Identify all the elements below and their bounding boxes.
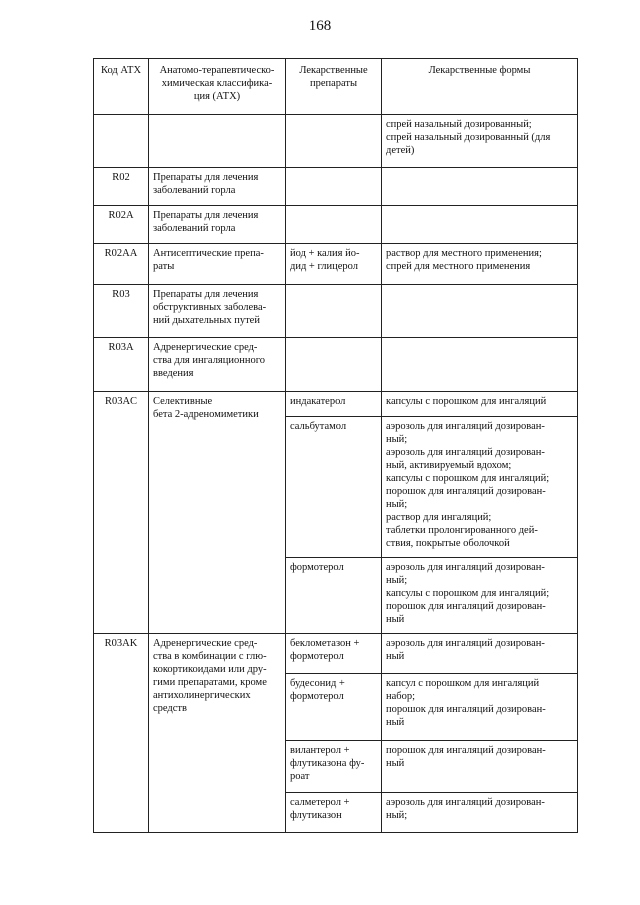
cell-drug: будесонид + формотерол — [286, 674, 382, 741]
cell-drug: беклометазон + формотерол — [286, 634, 382, 674]
cell-drug: формотерол — [286, 558, 382, 634]
header-forms: Лекарственные формы — [382, 59, 578, 115]
table-row — [94, 115, 578, 168]
header-classification: Анатомо-терапевтическо- химическая классифика- ция (АТХ) — [149, 59, 286, 115]
cell-code: R02 — [94, 168, 149, 206]
cell-drug — [286, 285, 382, 338]
cell-code: R03AK — [94, 634, 149, 833]
table-row — [94, 206, 578, 244]
cell-forms — [382, 168, 578, 206]
cell-code: R03A — [94, 338, 149, 392]
cell-forms: капсулы с порошком для ингаляций — [382, 392, 578, 417]
table-row — [94, 168, 578, 206]
cell-classification: Селективные бета 2-адреномиметики — [149, 392, 286, 634]
cell-forms: спрей назальный дозированный; спрей назальный дозированный (для детей) — [382, 115, 578, 168]
cell-forms: аэрозоль для ингаляций дозирован- ный; капсулы с порошком для ингаляций; порошок для ингаляций дозирован- ный — [382, 558, 578, 634]
cell-drug: вилантерол + флутиказона фу- роат — [286, 741, 382, 793]
cell-drug — [286, 338, 382, 392]
cell-drug — [286, 206, 382, 244]
cell-forms: аэрозоль для ингаляций дозирован- ный; — [382, 793, 578, 833]
cell-forms — [382, 285, 578, 338]
atc-drug-table — [93, 58, 578, 833]
cell-drug — [286, 115, 382, 168]
cell-classification: Препараты для лечения обструктивных заболева- ний дыхательных путей — [149, 285, 286, 338]
table-row — [94, 285, 578, 338]
table-row — [94, 392, 578, 417]
cell-forms: порошок для ингаляций дозирован- ный — [382, 741, 578, 793]
cell-code — [94, 115, 149, 168]
cell-forms: капсул с порошком для ингаляций набор; порошок для ингаляций дозирован- ный — [382, 674, 578, 741]
cell-forms — [382, 338, 578, 392]
cell-code: R03AC — [94, 392, 149, 634]
page-number: 168 — [308, 18, 332, 34]
cell-code: R02A — [94, 206, 149, 244]
table-row — [94, 634, 578, 674]
cell-forms: аэрозоль для ингаляций дозирован- ный; аэрозоль для ингаляций дозирован- ный, активируемый вдохом; капсулы с порошком для ингаляций; порошок для ингаляций дозирован- ный; раствор для ингаляций; таблетки пролонгированного дей- ствия, покрытые оболочкой — [382, 417, 578, 558]
cell-forms: раствор для местного применения; спрей для местного применения — [382, 244, 578, 285]
table-header-row — [94, 59, 578, 115]
cell-classification: Адренергические сред- ства для ингаляционного введения — [149, 338, 286, 392]
cell-drug: салметерол + флутиказон — [286, 793, 382, 833]
cell-forms — [382, 206, 578, 244]
cell-drug: индакатерол — [286, 392, 382, 417]
cell-classification — [149, 115, 286, 168]
cell-code: R03 — [94, 285, 149, 338]
cell-code: R02AA — [94, 244, 149, 285]
cell-drug: йод + калия йо- дид + глицерол — [286, 244, 382, 285]
table-row — [94, 244, 578, 285]
cell-drug: сальбутамол — [286, 417, 382, 558]
cell-classification: Антисептические препа- раты — [149, 244, 286, 285]
header-drugs: Лекарственные препараты — [286, 59, 382, 115]
cell-forms: аэрозоль для ингаляций дозирован- ный — [382, 634, 578, 674]
cell-classification: Адренергические сред- ства в комбинации с глю- кокортикоидами или дру- гими препаратами, кроме антихолинергических средств — [149, 634, 286, 833]
header-code: Код АТХ — [94, 59, 149, 115]
cell-drug — [286, 168, 382, 206]
cell-classification: Препараты для лечения заболеваний горла — [149, 206, 286, 244]
cell-classification: Препараты для лечения заболеваний горла — [149, 168, 286, 206]
table-row — [94, 338, 578, 392]
